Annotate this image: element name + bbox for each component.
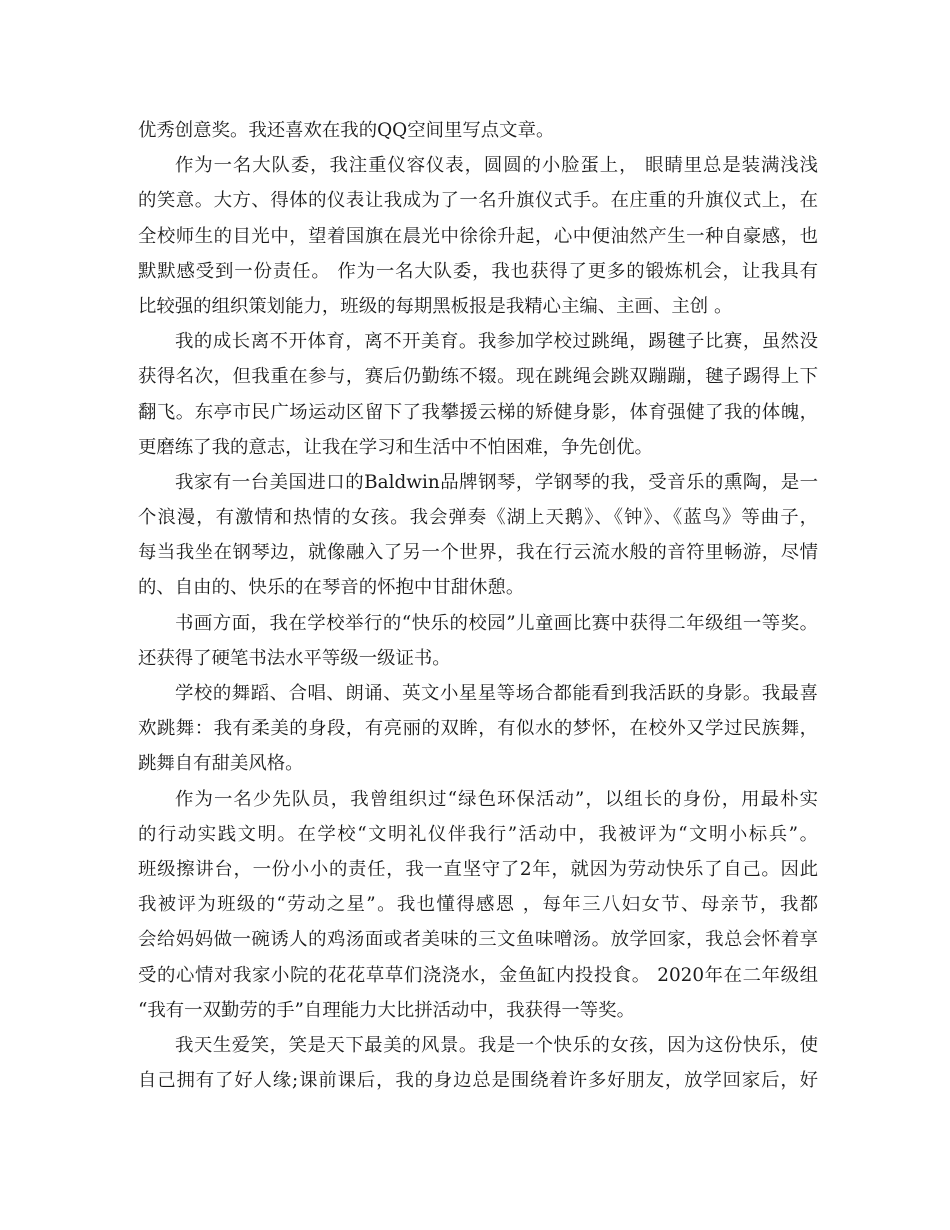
- text-line: 每当我坐在钢琴边，就像融入了另一个世界，我在行云流水般的音符里畅游，尽情: [138, 542, 818, 564]
- text-line: 会给妈妈做一碗诱人的鸡汤面或者美味的三文鱼味噌汤。放学回家，我总会怀着享: [138, 929, 818, 951]
- text-line: 获得名次，但我重在参与，赛后仍勤练不辍。现在跳绳会跳双蹦蹦，毽子踢得上下: [138, 366, 818, 388]
- text-line: 个浪漫，有激情和热情的女孩。我会弹奏《湖上天鹅》、《钟》、《蓝鸟》等曲子，: [138, 507, 818, 529]
- text-line: 跳舞自有甜美风格。: [138, 753, 304, 775]
- text-line: 全校师生的目光中，望着国旗在晨光中徐徐升起，心中便油然产生一种自豪感，也: [138, 225, 818, 247]
- text-line: 翻飞。东亭市民广场运动区留下了我攀援云梯的矫健身影，体育强健了我的体魄，: [138, 401, 818, 423]
- document-body: [138, 113, 818, 1098]
- text-line: 我被评为班级的“劳动之星”。我也懂得感恩 ，每年三八妇女节、母亲节，我都: [138, 894, 818, 916]
- text-line: “我有一双勤劳的手”自理能力大比拼活动中，我获得一等奖。: [138, 999, 635, 1021]
- text-line: 班级擦讲台，一份小小的责任，我一直坚守了2年，就因为劳动快乐了自己。因此: [138, 858, 818, 880]
- text-line: 学校的舞蹈、合唱、朗诵、英文小星星等场合都能看到我活跃的身影。我最喜: [175, 683, 818, 704]
- text-line: 默默感受到一份责任。 作为一名大队委，我也获得了更多的锻炼机会，让我具有: [138, 260, 818, 282]
- text-line: 更磨练了我的意志，让我在学习和生活中不怕困难，争先创优。: [138, 436, 653, 458]
- text-line: 书画方面，我在学校举行的“快乐的校园”儿童画比赛中获得二年级组一等奖。: [175, 612, 818, 634]
- text-line: 作为一名大队委，我注重仪容仪表，圆圆的小脸蛋上， 眼睛里总是装满浅浅: [175, 155, 818, 177]
- text-line: 比较强的组织策划能力，班级的每期黑板报是我精心主编、主画、主创 。: [138, 295, 733, 317]
- text-line: 的、自由的、快乐的在琴音的怀抱中甘甜休憩。: [138, 577, 525, 599]
- text-line: 欢跳舞：我有柔美的身段，有亮丽的双眸，有似水的梦怀，在校外又学过民族舞，: [138, 718, 818, 740]
- text-line: 受的心情对我家小院的花花草草们浇浇水，金鱼缸内投投食。 2020年在二年级组: [138, 964, 818, 986]
- text-line: 我天生爱笑，笑是天下最美的风景。我是一个快乐的女孩，因为这份快乐，使: [175, 1034, 818, 1056]
- text-line: 优秀创意奖。我还喜欢在我的QQ空间里写点文章。: [138, 120, 555, 141]
- text-line: 还获得了硬笔书法水平等级一级证书。: [138, 647, 451, 669]
- text-line: 我家有一台美国进口的Baldwin品牌钢琴，学钢琴的我，受音乐的熏陶，是一: [175, 471, 818, 493]
- text-line: 我的成长离不开体育，离不开美育。我参加学校过跳绳，踢毽子比赛，虽然没: [175, 331, 818, 353]
- text-line: 的笑意。大方、得体的仪表让我成为了一名升旗仪式手。在庄重的升旗仪式上，在: [138, 190, 818, 212]
- text-line: 自己拥有了好人缘;课前课后，我的身边总是围绕着许多好朋友，放学回家后，好: [138, 1070, 818, 1092]
- text-line: 作为一名少先队员，我曾组织过“绿色环保活动”，以组长的身份，用最朴实: [175, 788, 818, 810]
- text-line: 的行动实践文明。在学校“文明礼仪伴我行”活动中，我被评为“文明小标兵”。: [138, 823, 818, 845]
